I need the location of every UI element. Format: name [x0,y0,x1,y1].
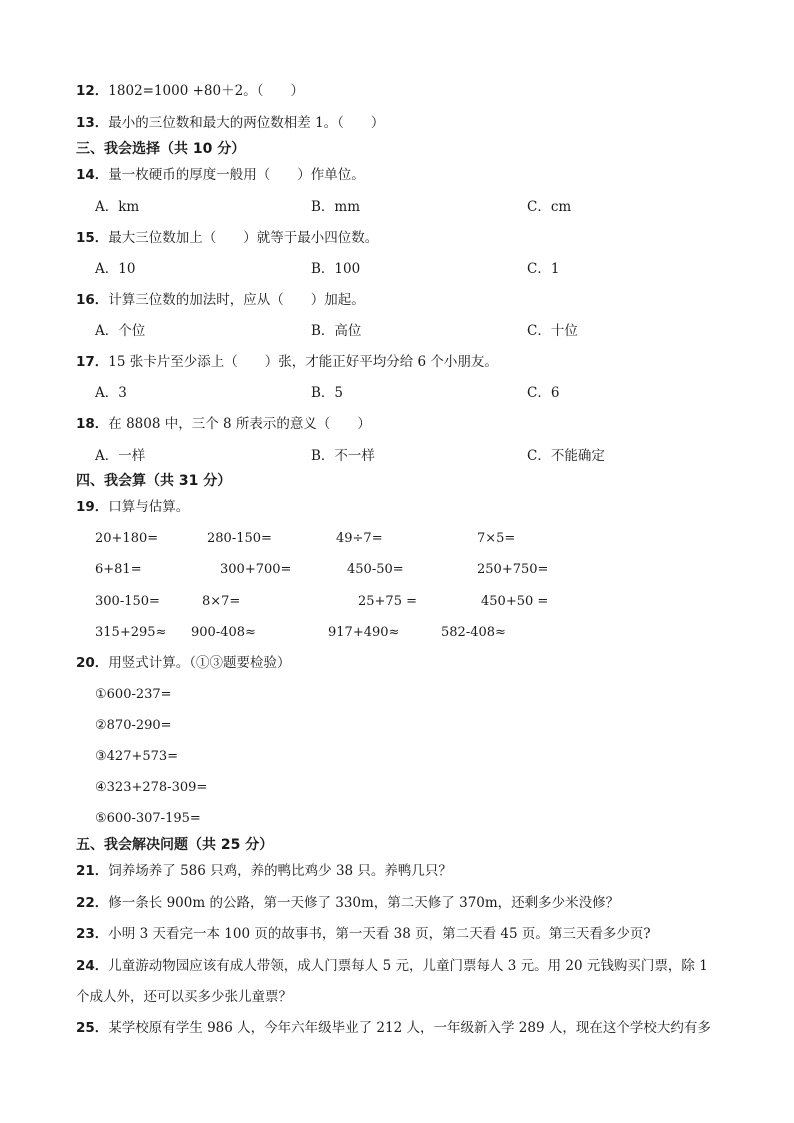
question-number: 13． [76,115,109,131]
mental-math-item: 8×7= [202,594,241,609]
mental-math-item: 450-50= [347,562,404,577]
question-14 [76,165,744,185]
vertical-calc-item: ④323+278-309= [95,780,208,795]
question-15 [76,228,744,248]
question-text: 用竖式计算。（①③题要检验） [108,655,291,671]
question-number: 20． [76,655,109,671]
question-text: 饲养场养了 586 只鸡，养的鸭比鸡少 38 只。养鸭几只？ [108,863,452,879]
question-number: 21． [76,863,109,879]
option-b: B．不一样 [311,448,375,464]
question-number: 22． [76,895,109,911]
question-21 [76,861,744,881]
question-number: 17． [76,354,109,370]
question-17 [76,352,744,372]
question-number: 18． [76,416,109,432]
question-text: 量一枚硬币的厚度一般用（ ）作单位。 [108,167,365,183]
option-b: B．5 [311,385,344,401]
estimation-item: 315+295≈ [95,625,167,640]
estimation-item: 917+490≈ [328,625,400,640]
section-4-heading: 四、我会算（共 31 分） [76,473,232,489]
question-12 [76,81,744,101]
question-number: 15． [76,230,109,246]
question-13 [76,113,744,133]
option-c: C．cm [527,199,572,215]
vertical-calc-item: ①600-237= [95,687,172,702]
mental-math-item: 20+180= [95,531,159,546]
question-number: 23． [76,926,109,942]
mental-math-item: 49÷7= [336,531,383,546]
question-text: 最大三位数加上（ ）就等于最小四位数。 [108,230,379,246]
estimation-item: 582-408≈ [441,625,506,640]
question-number: 24． [76,958,109,974]
option-a: A．3 [95,385,127,401]
section-3-heading: 三、我会选择（共 10 分） [76,141,246,157]
vertical-calc-item: ③427+573= [95,749,179,764]
question-23 [76,924,744,944]
option-c: C．十位 [527,323,578,339]
option-c: C．1 [527,261,560,277]
option-c: C．6 [527,385,560,401]
question-number: 14． [76,167,109,183]
vertical-calc-item: ②870-290= [95,718,172,733]
mental-math-item: 25+75 = [358,594,418,609]
question-text: 某学校原有学生 986 人，今年六年级毕业了 212 人，一年级新入学 289 人，现在这个学校大约有多 [108,1020,711,1036]
question-number: 16． [76,292,109,308]
option-c: C．不能确定 [527,448,605,464]
mental-math-item: 300-150= [95,594,160,609]
mental-math-item: 7×5= [477,531,516,546]
mental-math-item: 250+750= [477,562,549,577]
section-5-heading: 五、我会解决问题（共 25 分） [76,837,274,853]
mental-math-item: 300+700= [220,562,292,577]
question-20 [76,653,744,673]
question-text: 15 张卡片至少添上（ ）张，才能正好平均分给 6 个小朋友。 [108,354,498,370]
question-text: 小明 3 天看完一本 100 页的故事书，第一天看 38 页，第二天看 45 页。第三天看多少页? [108,926,651,942]
question-number: 19． [76,499,109,515]
question-text: 最小的三位数和最大的两位数相差 1。（ ） [108,115,385,131]
option-b: B．高位 [311,323,362,339]
option-a: A．10 [95,261,136,277]
option-a: A．个位 [95,323,146,339]
question-text: 修一条长 900m 的公路，第一天修了 330m，第二天修了 370m，还剩多少米没修？ [108,895,620,911]
question-text: 1802=1000 +80＋2。（ ） [108,83,304,99]
question-16 [76,290,744,310]
question-22 [76,893,744,913]
question-19 [76,497,744,517]
option-b: B．100 [311,261,361,277]
question-number: 25． [76,1020,109,1036]
question-text: 在 8808 中，三个 8 所表示的意义（ ） [108,416,371,432]
option-b: B．mm [311,199,361,215]
mental-math-item: 280-150= [207,531,272,546]
question-text: 口算与估算。 [108,499,190,515]
question-18 [76,414,744,434]
question-24-continuation: 个成人外，还可以买多少张儿童票？ [76,989,292,1005]
option-a: A．km [95,199,140,215]
estimation-item: 900-408≈ [191,625,256,640]
mental-math-item: 450+50 = [481,594,549,609]
question-text: 儿童游动物园应该有成人带领，成人门票每人 5 元，儿童门票每人 3 元。用 20 元钱购买门票，除 1 [108,958,708,974]
question-24 [76,956,744,976]
mental-math-item: 6+81= [95,562,142,577]
question-text: 计算三位数的加法时，应从（ ）加起。 [108,292,365,308]
question-25 [76,1018,744,1038]
option-a: A．一样 [95,448,146,464]
vertical-calc-item: ⑤600-307-195= [95,811,201,826]
question-number: 12． [76,83,109,99]
